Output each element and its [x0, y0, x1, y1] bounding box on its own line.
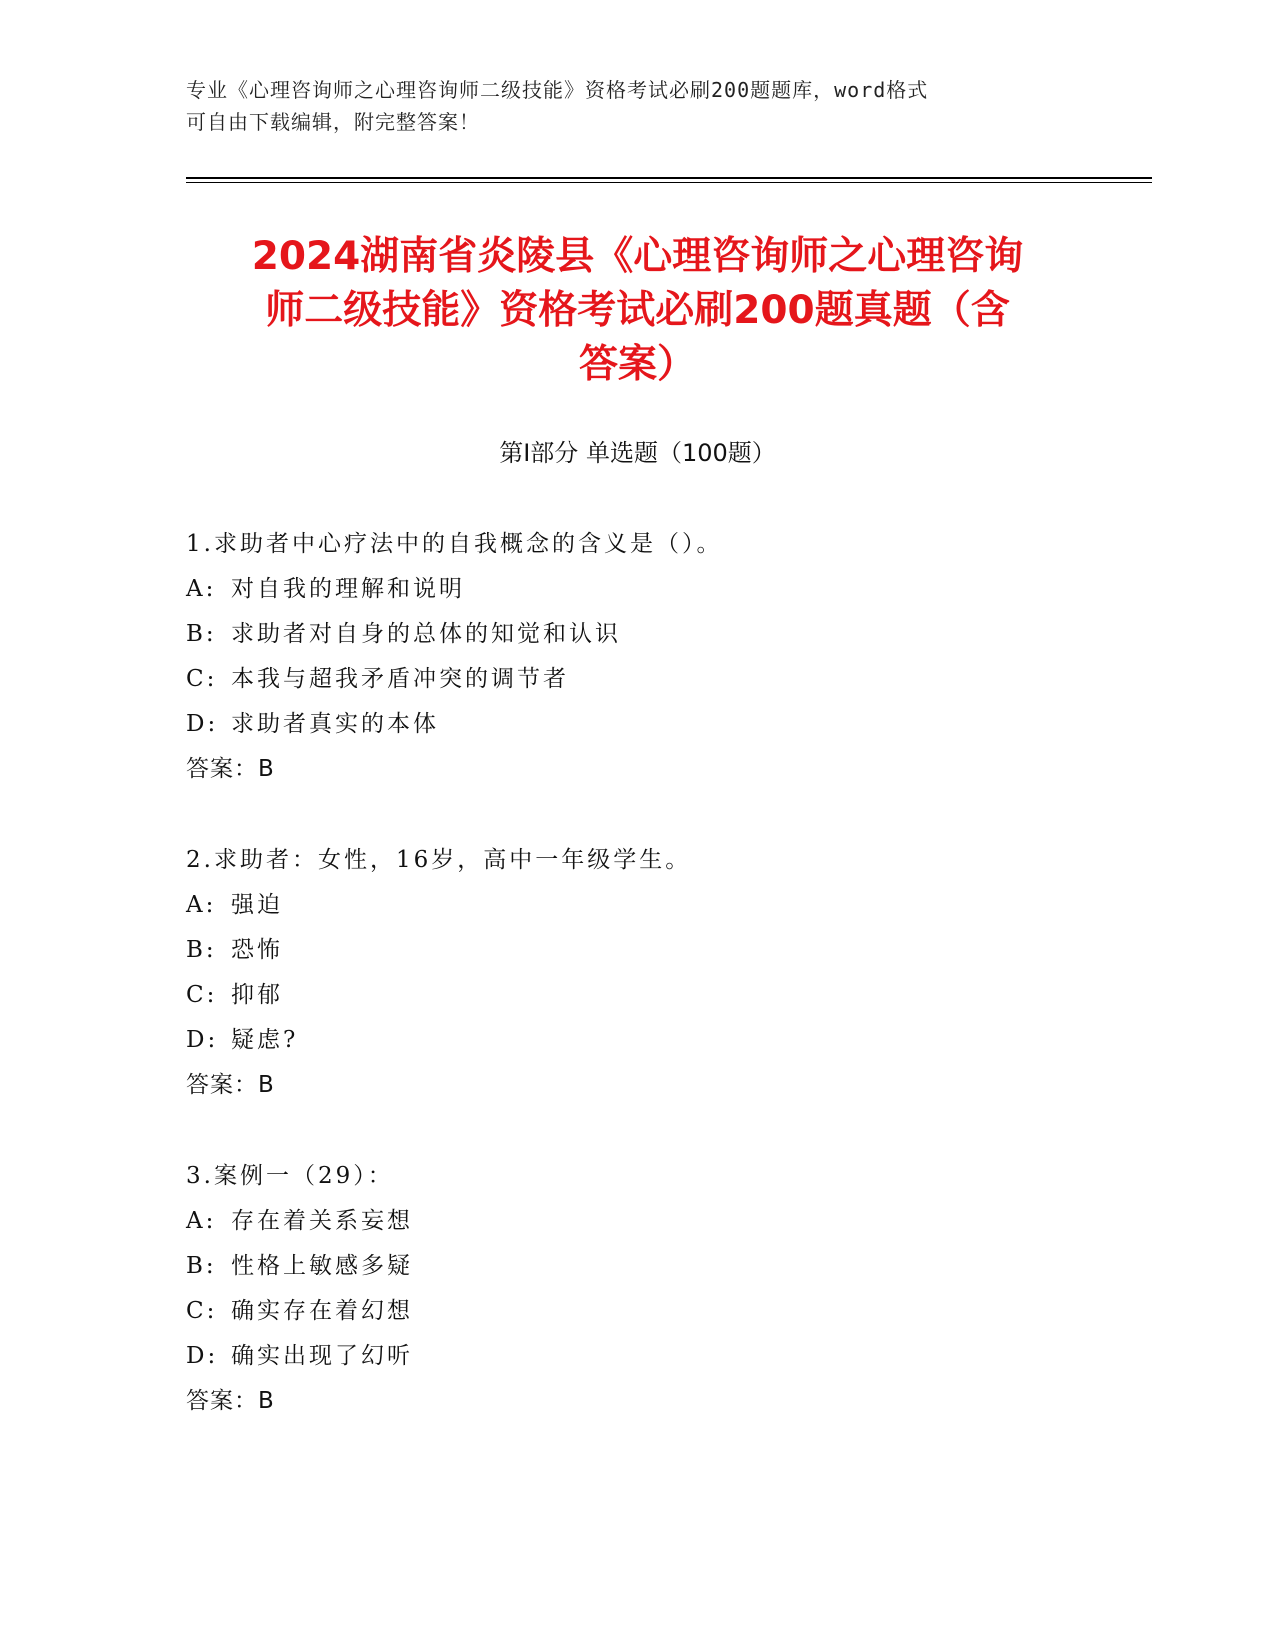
- option-letter: B:: [186, 621, 217, 647]
- option-text: 恐怖: [231, 937, 283, 963]
- option-text: 存在着关系妄想: [231, 1208, 413, 1234]
- answer-line: 答案：B: [186, 756, 275, 782]
- option-letter: B:: [186, 1253, 217, 1279]
- title-line-2: 师二级技能》资格考试必刷200题真题（含: [265, 288, 1010, 333]
- option-letter: D:: [186, 1343, 219, 1369]
- option-text: 本我与超我矛盾冲突的调节者: [231, 666, 569, 692]
- question-3: [186, 1154, 1086, 1424]
- option-letter: A:: [186, 576, 217, 602]
- option-letter: C:: [186, 1298, 218, 1324]
- option-letter: B:: [186, 937, 217, 963]
- option-text: 求助者对自身的总体的知觉和认识: [231, 621, 621, 647]
- question-stem: 2.求助者：女性，16岁，高中一年级学生。: [186, 847, 692, 873]
- section-heading: 第Ⅰ部分 单选题（100题）: [499, 439, 776, 467]
- option-a: [186, 1199, 1086, 1244]
- option-letter: C:: [186, 982, 218, 1008]
- question-stem: 1.求助者中心疗法中的自我概念的含义是（）。: [186, 531, 723, 557]
- option-text: 求助者真实的本体: [231, 711, 439, 737]
- option-text: 强迫: [231, 892, 283, 918]
- title-line-1: 2024湖南省炎陵县《心理咨询师之心理咨询: [251, 234, 1024, 279]
- option-text: 疑虑?: [231, 1027, 299, 1053]
- option-text: 确实出现了幻听: [231, 1343, 413, 1369]
- option-letter: C:: [186, 666, 218, 692]
- option-text: 确实存在着幻想: [231, 1298, 413, 1324]
- option-text: 抑郁: [231, 982, 283, 1008]
- option-c: [186, 657, 1086, 702]
- option-letter: D:: [186, 1027, 219, 1053]
- option-b: [186, 612, 1086, 657]
- header-note: [186, 74, 1066, 138]
- answer-line: 答案：B: [186, 1388, 275, 1414]
- option-a: [186, 567, 1086, 612]
- option-letter: A:: [186, 892, 217, 918]
- option-b: [186, 1244, 1086, 1289]
- option-letter: D:: [186, 711, 219, 737]
- question-1: [186, 522, 1086, 792]
- header-rule-thick: [186, 177, 1152, 179]
- option-c: [186, 973, 1086, 1018]
- option-c: [186, 1289, 1086, 1334]
- option-letter: A:: [186, 1208, 217, 1234]
- answer-line: 答案：B: [186, 1072, 275, 1098]
- option-d: [186, 1334, 1086, 1379]
- option-text: 对自我的理解和说明: [231, 576, 465, 602]
- option-d: [186, 702, 1086, 747]
- option-text: 性格上敏感多疑: [231, 1253, 413, 1279]
- title-line-3: 答案）: [578, 342, 696, 387]
- question-2: [186, 838, 1086, 1108]
- question-stem: 3.案例一（29）：: [186, 1163, 394, 1189]
- header-rule-thin: [186, 182, 1152, 183]
- option-d: [186, 1018, 1086, 1063]
- document-title: [160, 230, 1115, 392]
- option-b: [186, 928, 1086, 973]
- header-note-line-1: 专业《心理咨询师之心理咨询师二级技能》资格考试必刷200题题库，word格式: [186, 78, 929, 102]
- header-note-line-2: 可自由下载编辑，附完整答案！: [186, 110, 480, 134]
- option-a: [186, 883, 1086, 928]
